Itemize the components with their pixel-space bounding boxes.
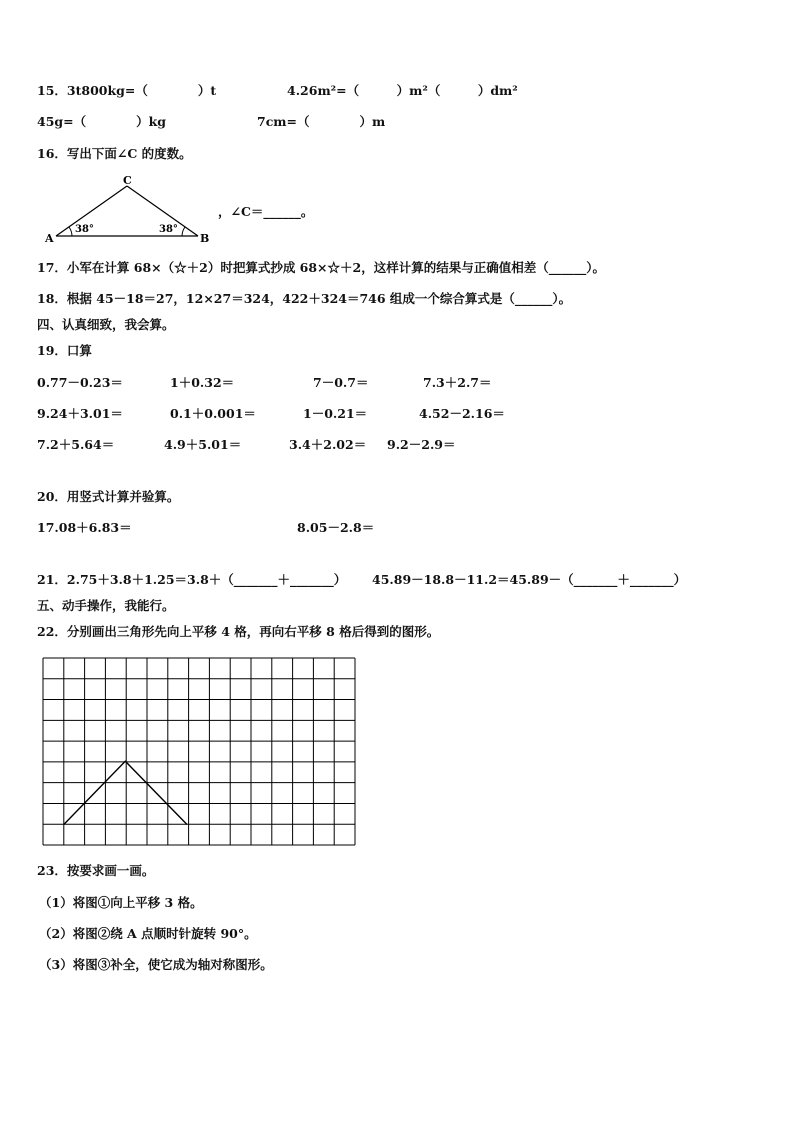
q19-r1-c2: 1＋0.32＝: [170, 375, 235, 390]
q23-item-3: （3）将图③补全，使它成为轴对称图形。: [39, 957, 273, 972]
q22-grid-figure: [42, 657, 360, 849]
q19-r1-c4: 7.3＋2.7＝: [423, 375, 492, 390]
vertex-b-label: B: [200, 232, 210, 245]
q20-part-b: 8.05－2.8＝: [297, 520, 375, 535]
q20-part-a: 17.08＋6.83＝: [37, 520, 132, 535]
q19-r3-c1: 7.2＋5.64＝: [37, 437, 115, 452]
q19-r3-c4: 9.2－2.9＝: [387, 437, 456, 452]
q19-r1-c3: 7－0.7＝: [313, 375, 369, 390]
angle-b-label: 38°: [159, 224, 178, 235]
q15-part-a: 15．3t800kg=（ ）t: [37, 83, 217, 98]
q18-text: 18．根据 45－18＝27，12×27＝324，422＋324＝746 组成一个综合算式是（______）。: [37, 291, 572, 306]
q15-part-c: 45g=（ ）kg: [37, 114, 167, 129]
q19-r2-c3: 1－0.21＝: [303, 406, 368, 421]
q17-text: 17．小军在计算 68×（☆＋2）时把算式抄成 68×☆＋2，这样计算的结果与正确值相差（______）。: [37, 260, 605, 275]
angle-a-label: 38°: [75, 224, 94, 235]
q23-item-1: （1）将图①向上平移 3 格。: [39, 895, 203, 910]
section-4-heading: 四、认真细致，我会算。: [37, 317, 175, 332]
q23-title: 23．按要求画一画。: [37, 863, 155, 878]
q19-r2-c2: 0.1＋0.001＝: [170, 406, 256, 421]
q19-title: 19．口算: [37, 343, 92, 358]
section-5-heading: 五、动手操作，我能行。: [37, 598, 175, 613]
q15-part-d: 7cm=（ ）m: [257, 114, 386, 129]
q21-part-b: 45.89－18.8－11.2＝45.89－（_______＋_______）: [372, 572, 687, 587]
vertex-c-label: C: [123, 174, 132, 187]
triangle-figure: [40, 174, 220, 246]
q20-title: 20．用竖式计算并验算。: [37, 489, 180, 504]
q22-text: 22．分别画出三角形先向上平移 4 格，再向右平移 8 格后得到的图形。: [37, 624, 440, 639]
q23-item-2: （2）将图②绕 A 点顺时针旋转 90°。: [39, 926, 257, 941]
q19-r3-c3: 3.4＋2.02＝: [289, 437, 367, 452]
q16-answer: ，∠C＝______。: [218, 204, 314, 219]
q19-r2-c4: 4.52－2.16＝: [419, 406, 505, 421]
q19-r1-c1: 0.77－0.23＝: [37, 375, 123, 390]
q15-part-b: 4.26m²=（ ）m²（ ）dm²: [287, 83, 518, 98]
q19-r3-c2: 4.9＋5.01＝: [164, 437, 242, 452]
triangle-shape: [64, 761, 187, 824]
vertex-a-label: A: [45, 232, 54, 245]
q21-part-a: 21．2.75＋3.8＋1.25＝3.8＋（_______＋_______）: [37, 572, 347, 587]
q16-text: 16．写出下面∠C 的度数。: [37, 146, 192, 161]
q19-r2-c1: 9.24＋3.01＝: [37, 406, 123, 421]
